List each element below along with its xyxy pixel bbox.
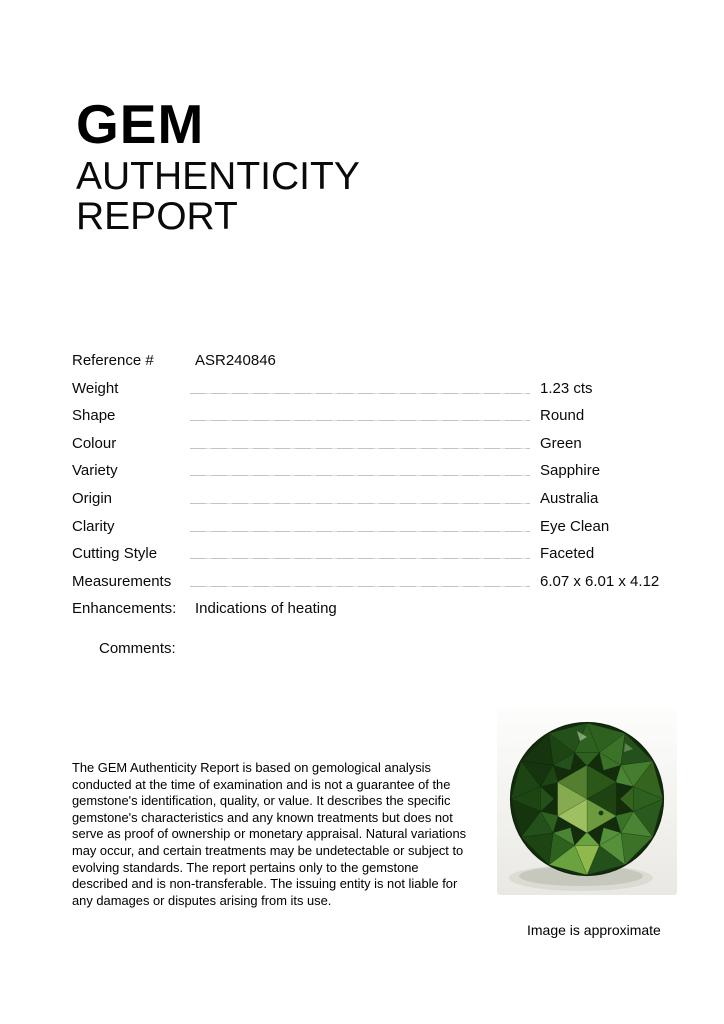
field-value: 1.23 cts [540,379,593,397]
leader-line [190,558,530,559]
field-value: Eye Clean [540,517,610,535]
report-title-line2: REPORT [76,195,238,238]
report-title [76,157,360,237]
brand-title: GEM [76,93,205,155]
field-row [72,518,658,546]
field-value: Sapphire [540,462,601,480]
report-title-line1: AUTHENTICITY [76,155,360,198]
disclaimer-text: The GEM Authenticity Report is based on gemological analysis conducted at the time of examination and is not a guarantee of the gemstone's identification, quality, or value. It describes the specific gemstone's characteristics and any known treatments but does not serve as proof of ownership or monetary appraisal. Natural variations may occur, and certain treatments may be undetectable or subject to evolving standards. The report pertains only to the gemstone described and is non-transferable. The issuing entity is not liable for any damages or disputes arising from its use. [72,760,467,908]
field-label: Comments: [99,639,176,657]
report-header [76,93,360,238]
field-value: Faceted [540,545,595,563]
report-fields [72,352,658,668]
field-row-enhancements [72,600,658,628]
field-row [72,407,658,435]
field-label: Cutting Style [72,545,158,563]
leader-line [190,503,530,504]
field-row [72,545,658,573]
field-label: Clarity [72,517,115,535]
leader-line [190,586,530,587]
field-row [72,380,658,408]
field-row [72,435,658,463]
field-label: Variety [72,462,118,480]
leader-line [190,393,530,394]
leader-line [190,448,530,449]
field-value: Indications of heating [195,600,337,618]
field-label: Reference # [72,352,154,369]
field-label: Measurements [72,572,172,590]
field-value: Round [540,407,585,425]
leader-line [190,420,530,421]
field-label: Colour [72,434,117,452]
field-label: Shape [72,407,116,425]
field-label: Enhancements: [72,600,177,618]
gemstone-image [497,709,677,899]
field-row [72,573,658,601]
field-row-reference [72,352,658,380]
field-label: Weight [72,379,119,397]
photo-caption: Image is approximate [527,922,661,938]
gem-photo [497,709,677,938]
field-rows [72,380,658,601]
field-row-comments [72,640,658,668]
field-value: ASR240846 [195,352,276,369]
field-label: Origin [72,489,113,507]
field-value: Australia [540,489,599,507]
field-row [72,490,658,518]
leader-line [190,475,530,476]
field-value: Green [540,434,582,452]
leader-line [190,531,530,532]
field-value: 6.07 x 6.01 x 4.12 [540,572,660,590]
field-row [72,462,658,490]
